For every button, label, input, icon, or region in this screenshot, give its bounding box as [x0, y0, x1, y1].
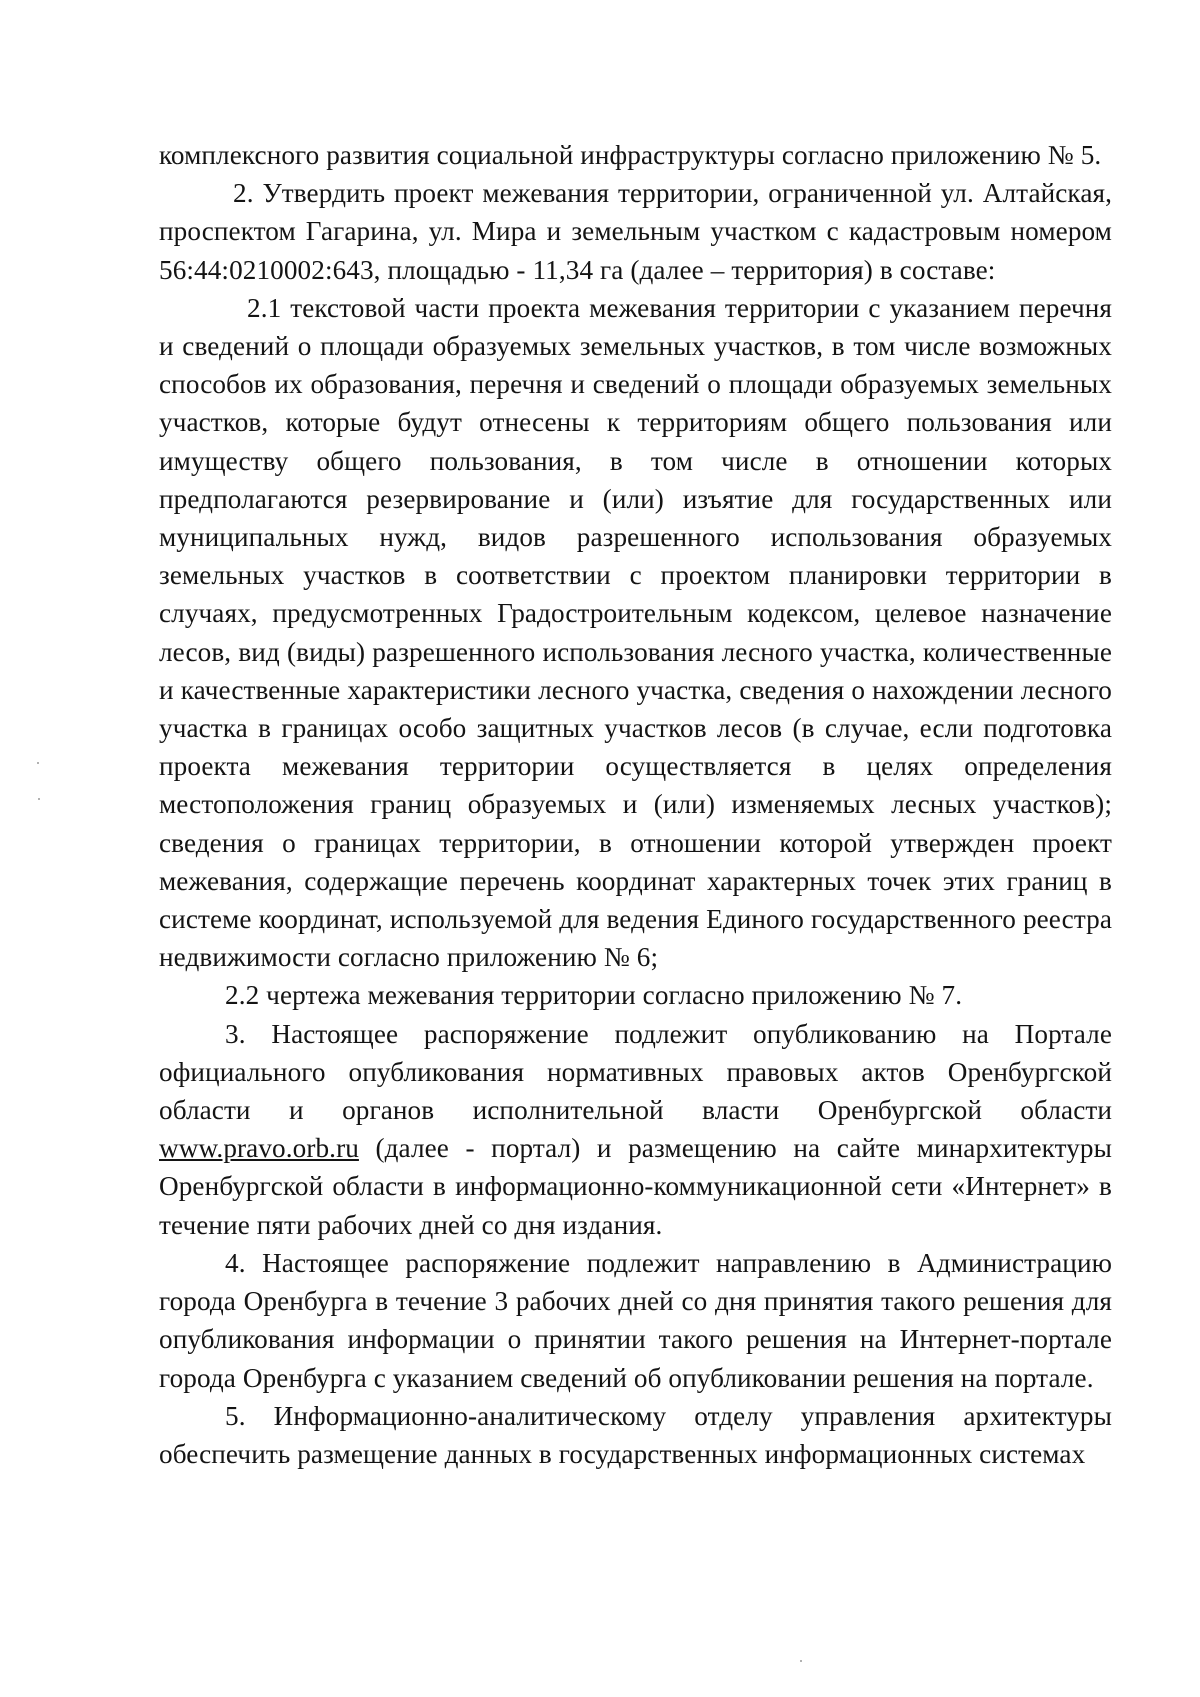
scan-speck — [800, 1660, 802, 1662]
paragraph-item-5: 5. Информационно-аналитическому отделу управления архитектуры обеспечить размещение данных в государственных информационных системах — [159, 1400, 1112, 1469]
paragraph-continuation: комплексного развития социальной инфраструктуры согласно приложению № 5. — [159, 140, 1102, 170]
scan-speck — [37, 762, 39, 764]
paragraph-item-4: 4. Настоящее распоряжение подлежит направлению в Администрацию города Оренбурга в течение 3 рабочих дней со дня принятия такого решения для опубликования информации о принятии такого решения на Интернет-портале города Оренбурга с указанием сведений об опубликовании решения на портале. — [159, 1247, 1112, 1393]
scan-speck — [38, 798, 40, 800]
paragraph-item-3-text-start: 3. Настоящее распоряжение подлежит опубликованию на Портале официального опубликования нормативных правовых актов Оренбургской области и органов исполнительной власти Оренбургской области — [159, 1018, 1112, 1126]
paragraph-item-2-2: 2.2 чертежа межевания территории согласно приложению № 7. — [225, 980, 963, 1011]
paragraph-item-2-1: 2.1 текстовой части проекта межевания территории с указанием перечня и сведений о площади образуемых земельных участков, в том числе возможных способов их образования, перечня и сведений о площади образуемых земельных участков, которые будут отнесены к территориям общего пользования или имуществу общего пользования, в том числе в отношении которых предполагаются резервирование и (или) изъятие для государственных или муниципальных нужд, видов разрешенного использования образуемых земельных участков в соответствии с проектом планировки территории в случаях, предусмотренных Градостроительным кодексом, целевое назначение лесов, вид (виды) разрешенного использования лесного участка, количественные и качественные характеристики лесного участка, сведения о нахождении лесного участка в границах особо защитных участков лесов (в случае, если подготовка проекта межевания территории осуществляется в целях определения местоположения границ образуемых и (или) изменяемых лесных участков); сведения о границах территории, в отношении которой утвержден проект межевания, содержащие перечень координат характерных точек этих границ в системе координат, используемой для ведения Единого государственного реестра недвижимости согласно приложению № 6; — [159, 292, 1112, 973]
document-body — [159, 136, 1112, 1473]
paragraph-item-3 — [159, 1015, 1112, 1244]
pravo-portal-link[interactable]: www.pravo.orb.ru — [159, 1133, 359, 1164]
paragraph-item-3-text-end: (далее - портал) и размещению на сайте минархитектуры Оренбургской области в информационно-коммуникационной сети «Интернет» в течение пяти рабочих дней со дня издания. — [159, 1133, 1112, 1240]
paragraph-item-2: 2. Утвердить проект межевания территории, ограниченной ул. Алтайская, проспектом Гагарина, ул. Мира и земельным участком с кадастровым номером 56:44:0210002:643, площадью - 11,34 га (далее – территория) в составе: — [159, 178, 1112, 285]
